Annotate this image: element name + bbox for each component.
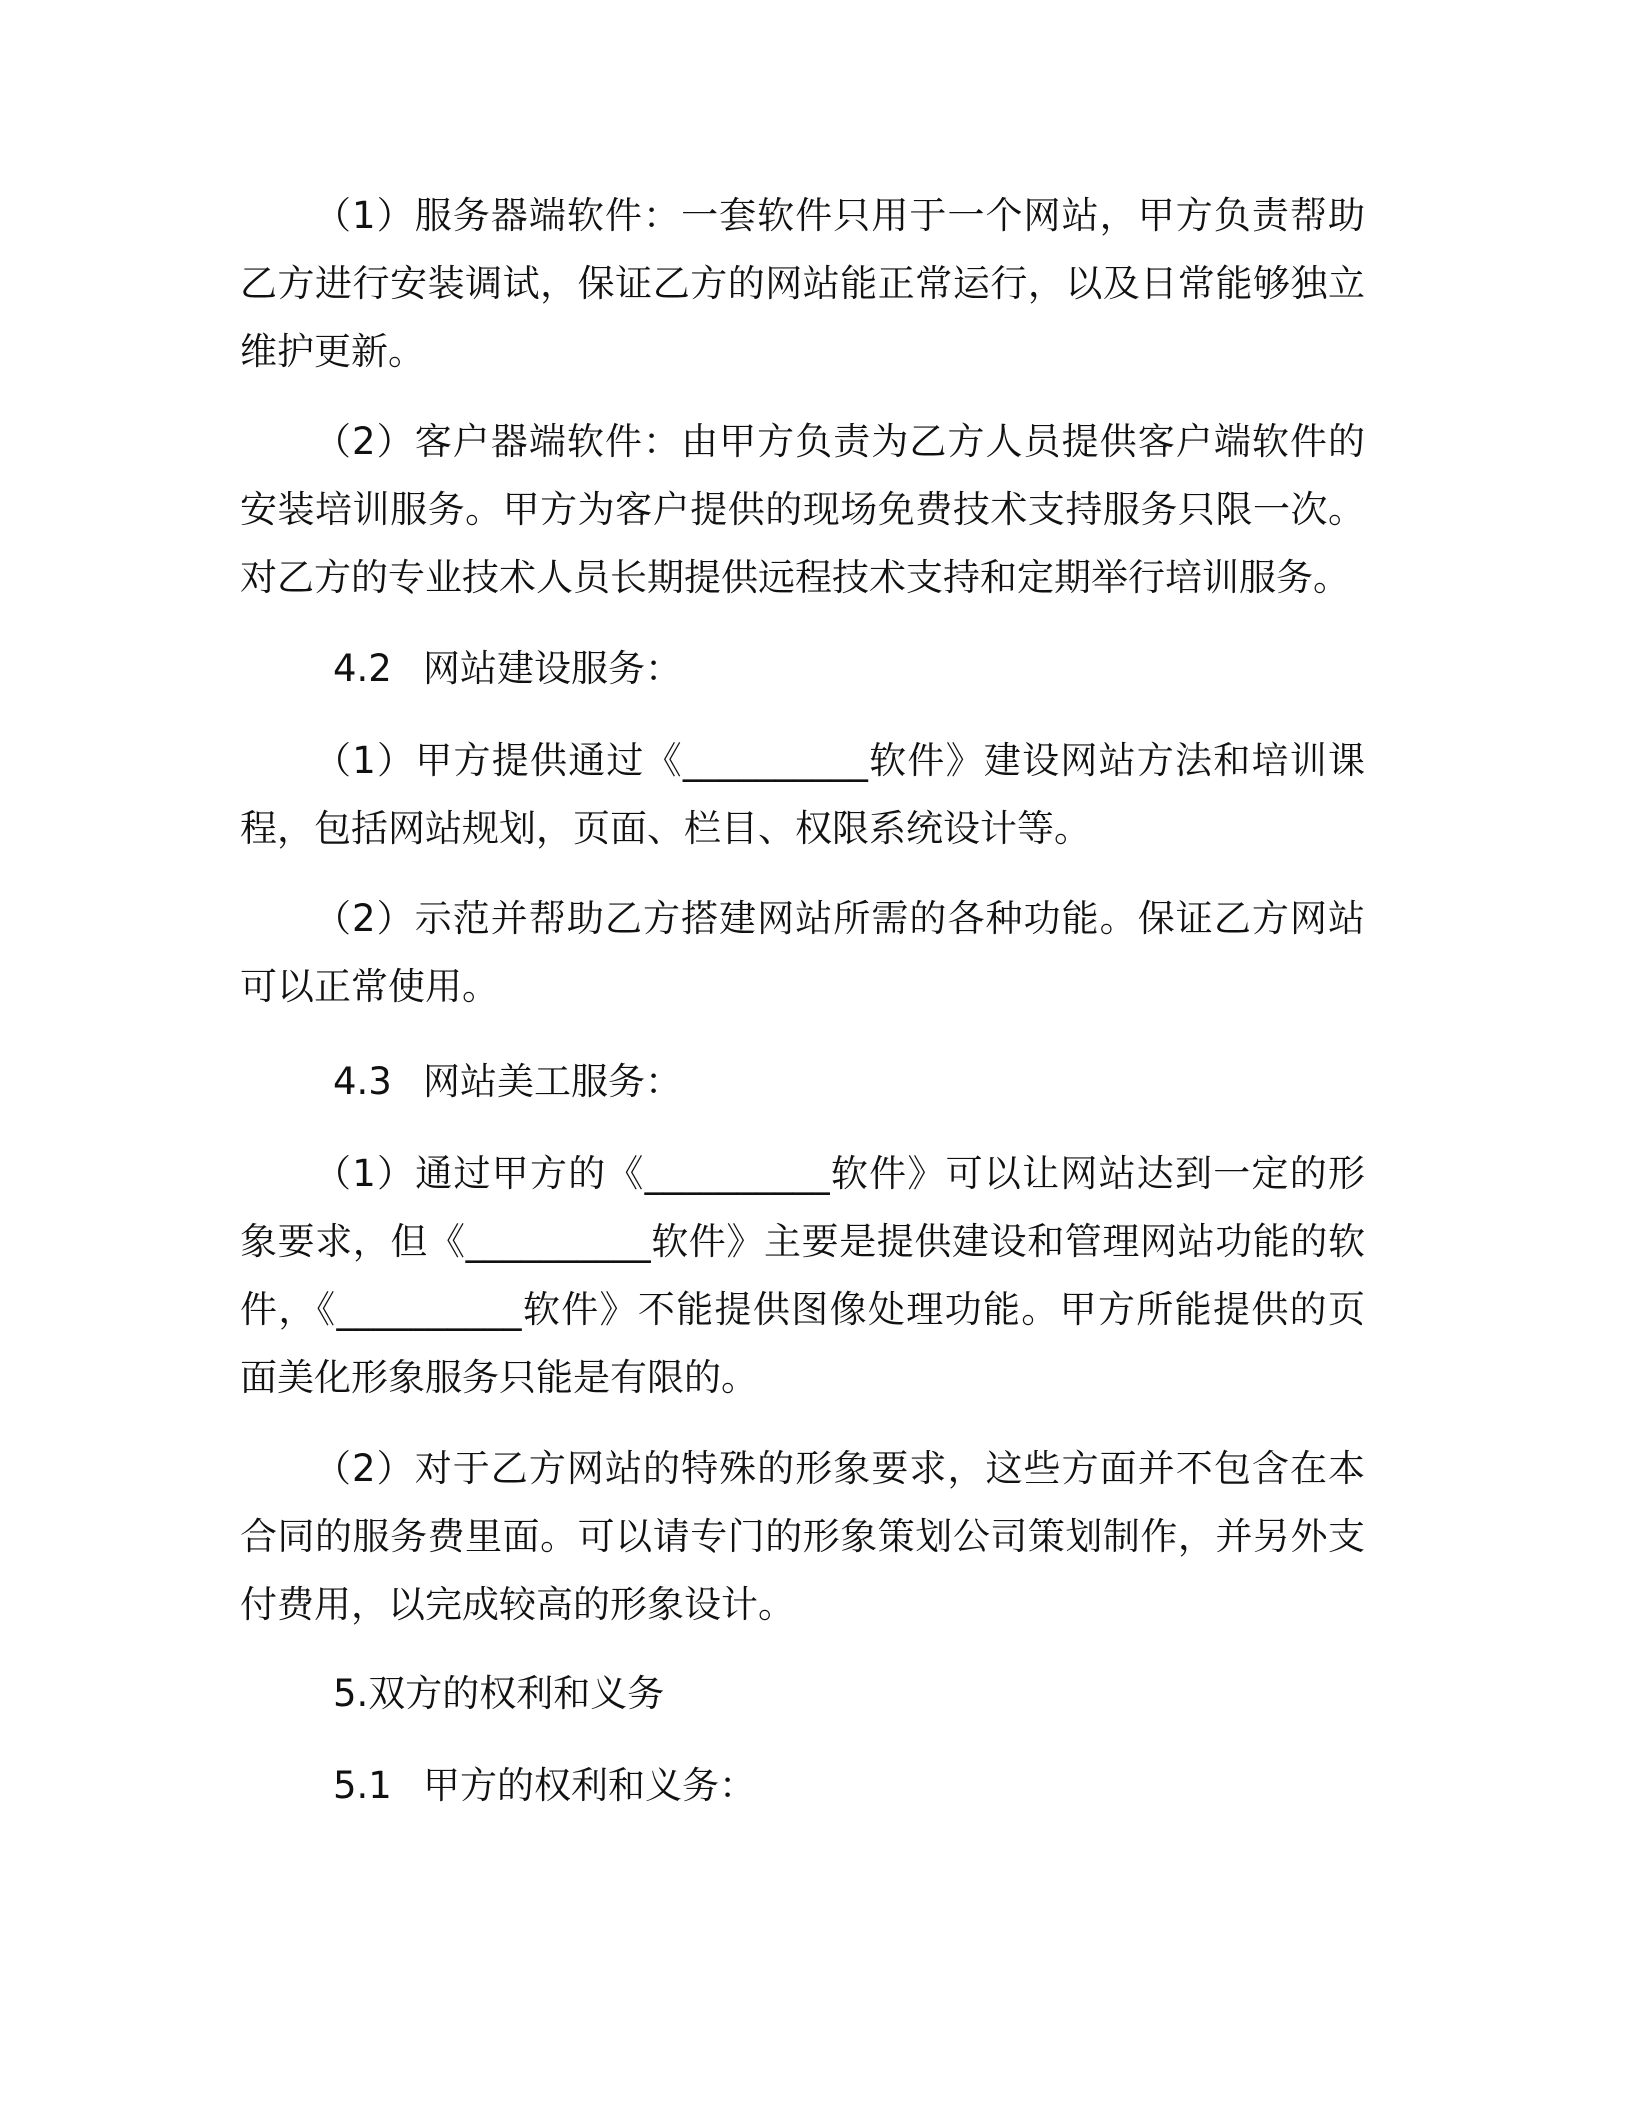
section-heading-4-2 [333,635,682,703]
section-title: 甲方的权利和义务： [423,1764,756,1807]
paragraph-site-build-training: （1）甲方提供通过《__________软件》建设网站方法和培训课程，包括网站规划，页面、栏目、权限系统设计等。 [240,739,1365,850]
section-title: 网站建设服务： [423,647,682,690]
section-number: 5.1 [333,1764,392,1807]
section-heading-5 [333,1660,664,1728]
paragraph-art-service-limits: （1）通过甲方的《__________软件》可以让网站达到一定的形象要求，但《__________软件》主要是提供建设和管理网站功能的软件，《__________软件》不能提供图像处理功能。甲方所能提供的页面美化形象服务只能是有限的。 [240,1152,1365,1399]
section-number: 4.2 [333,647,392,690]
section-heading-4-3 [333,1048,682,1116]
section-number: 4.3 [333,1060,392,1103]
section-heading-5-1 [333,1752,756,1820]
paragraph-client-software: （2）客户器端软件：由甲方负责为乙方人员提供客户端软件的安装培训服务。甲方为客户提供的现场免费技术支持服务只限一次。对乙方的专业技术人员长期提供远程技术支持和定期举行培训服务。 [240,420,1365,599]
section-title: 网站美工服务： [423,1060,682,1103]
paragraph-site-build-demo: （2）示范并帮助乙方搭建网站所需的各种功能。保证乙方网站可以正常使用。 [240,897,1365,1008]
paragraph-server-software: （1）服务器端软件：一套软件只用于一个网站，甲方负责帮助乙方进行安装调试，保证乙方的网站能正常运行，以及日常能够独立维护更新。 [240,194,1365,373]
paragraph-special-image-requirements: （2）对于乙方网站的特殊的形象要求，这些方面并不包含在本合同的服务费里面。可以请专门的形象策划公司策划制作，并另外支付费用，以完成较高的形象设计。 [240,1447,1365,1626]
section-title: 5.双方的权利和义务 [333,1672,665,1715]
